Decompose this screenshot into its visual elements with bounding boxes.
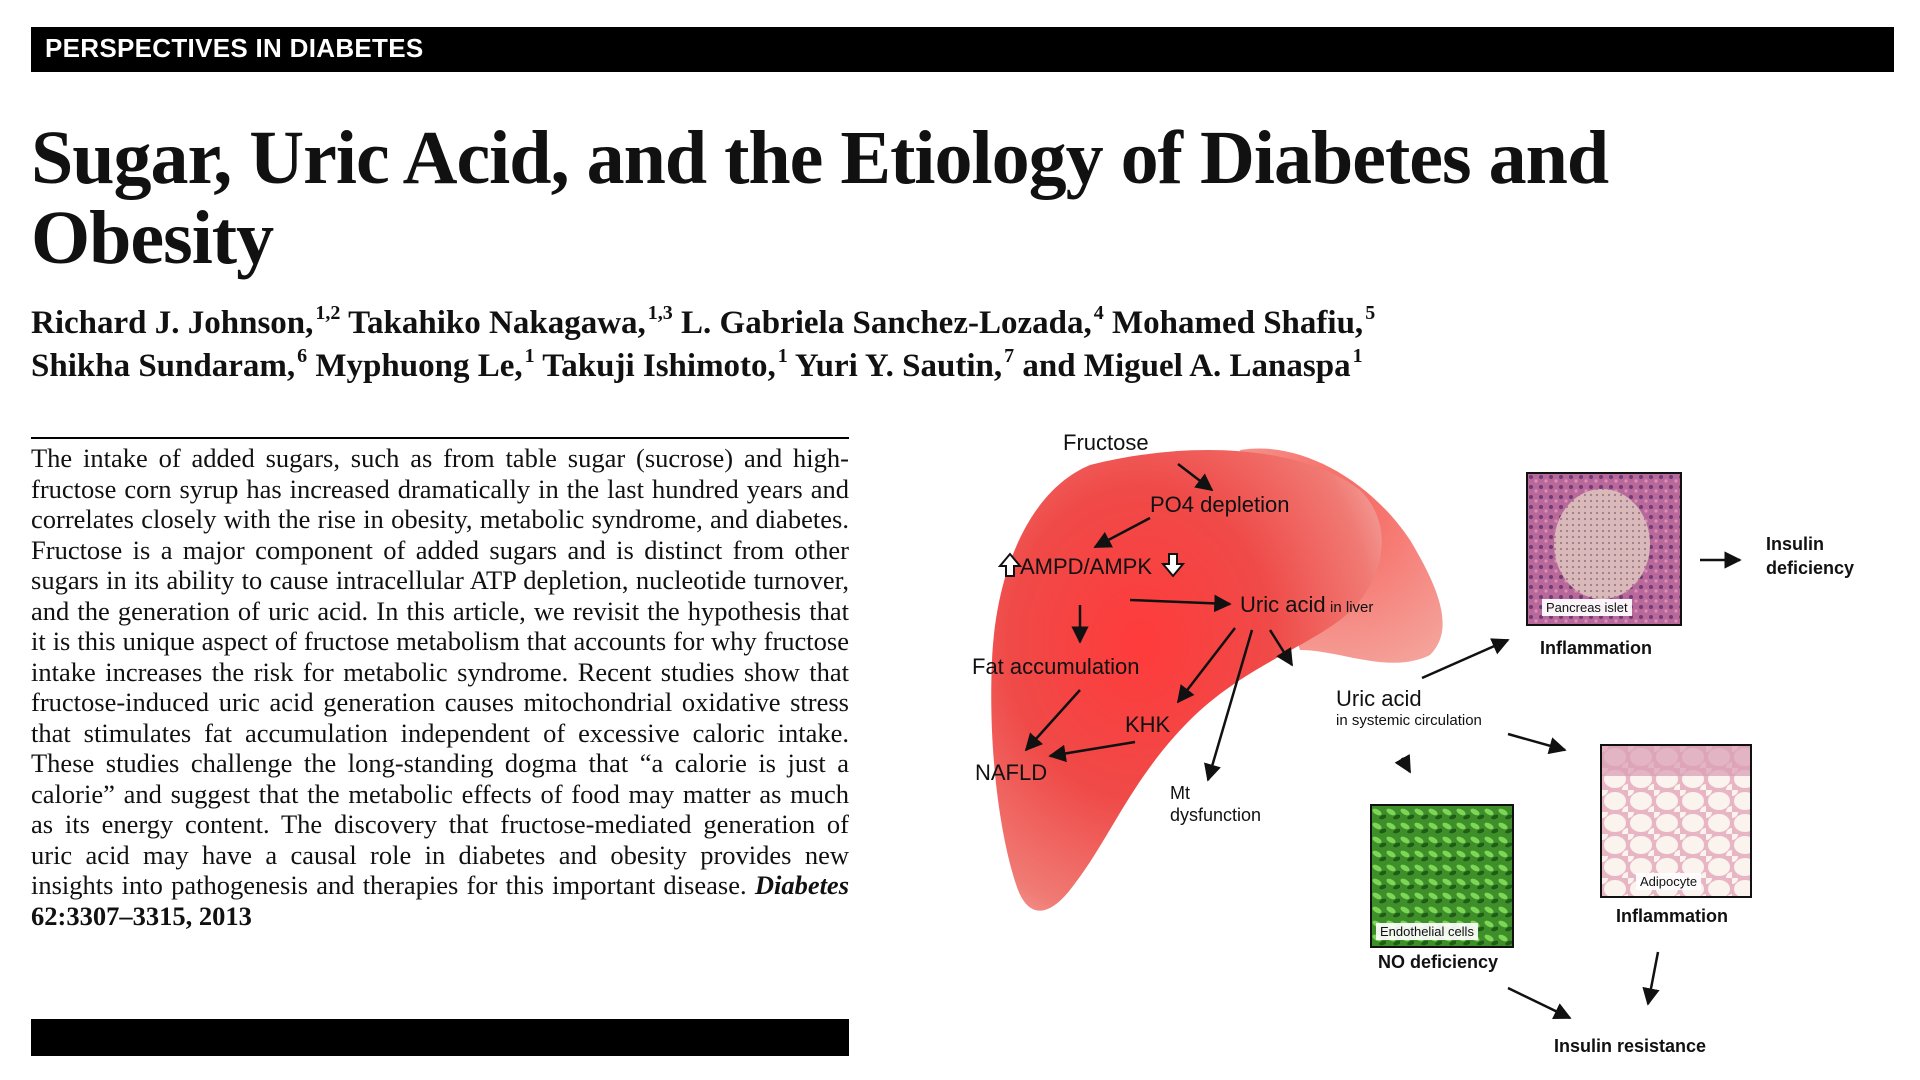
section-header-bar	[31, 27, 1894, 72]
adipocyte-caption: Adipocyte	[1636, 873, 1701, 890]
label-insulin-deficiency: Insulin deficiency	[1766, 534, 1855, 578]
section-label: PERSPECTIVES IN DIABETES	[45, 33, 424, 63]
label-nafld: NAFLD	[975, 760, 1048, 785]
label-adipocyte-inflammation: Inflammation	[1616, 906, 1729, 926]
arrow-systemic-endothelial	[1402, 758, 1410, 772]
label-fructose: Fructose	[1063, 430, 1149, 455]
pancreas-islet-micrograph	[1526, 472, 1682, 626]
label-uric-acid-systemic: Uric acid in systemic circulation	[1336, 686, 1482, 729]
citation: Diabetes 62:3307–3315, 2013	[31, 870, 850, 931]
adipocyte-micrograph	[1600, 744, 1752, 898]
label-no-deficiency: NO deficiency	[1378, 952, 1499, 972]
label-insulin-resistance: Insulin resistance	[1554, 1036, 1707, 1056]
label-fat-accumulation: Fat accumulation	[972, 654, 1140, 679]
arrow-no-insulinres	[1508, 988, 1570, 1018]
endothelial-caption: Endothelial cells	[1376, 923, 1478, 940]
arrow-systemic-adipocyte	[1508, 734, 1565, 750]
author: Takuji Ishimoto, $^1$	[542, 345, 788, 384]
label-pancreas-inflammation: Inflammation	[1540, 638, 1653, 658]
abstract-top-rule	[31, 437, 849, 439]
abstract-bottom-bar	[31, 1019, 849, 1056]
abstract-text: The intake of added sugars, such as from table sugar (sucrose) and high-fructose corn syrup has increased dramatically in the last hundred years and correlates closely with the rise in obesity, metabolic syndrome, and diabetes. Fructose is a major component of added sugars and is distinct from other sugars in its ability to cause intracellular ATP depletion, nucleotide turnover, and the generation of uric acid. In this article, we revisit the hypothesis that it is this unique aspect of fructose metabolism that accounts for why fructose intake increases the risk for metabolic syndrome. Recent studies show that fructose-induced uric acid generation causes mitochondrial oxidative stress that stimulates fat accumulation independent of excessive caloric intake. These studies challenge the long-standing dogma that “a calorie is just a calorie” and suggest that the metabolic effects of food may matter as much as its energy content. The discovery that fructose-mediated generation of uric acid may have a causal role in diabetes and obesity provides new insights into pathogenesis and therapies for this important disease.	[31, 443, 849, 900]
abstract	[31, 443, 849, 931]
author-list	[31, 302, 1911, 388]
pancreas-caption: Pancreas islet	[1542, 599, 1632, 616]
author: Myphuong Le, $^1$	[315, 345, 535, 384]
author: L. Gabriela Sanchez-Lozada, $^4$	[681, 302, 1104, 341]
label-mt-dysfunction: Mt dysfunction	[1170, 783, 1262, 825]
author: Mohamed Shafiu, $^5$	[1111, 302, 1376, 341]
fructose-pathway-figure	[940, 420, 1900, 1070]
liver-shape	[991, 450, 1382, 911]
author: Takahiko Nakagawa, $^{1,3}$	[348, 302, 673, 341]
author: Yuri Y. Sautin, $^7$	[794, 345, 1015, 384]
label-uric-acid-liver: Uric acid in liver	[1240, 592, 1374, 617]
journal-name: Diabetes	[754, 870, 850, 900]
author: and Miguel A. Lanaspa $^1$	[1022, 345, 1363, 384]
endothelial-micrograph	[1370, 804, 1514, 948]
label-khk: KHK	[1125, 712, 1171, 737]
arrow-adipocyte-insulinres	[1648, 952, 1658, 1004]
label-po4-depletion: PO4 depletion	[1150, 492, 1290, 517]
author: Richard J. Johnson, $^{1,2}$	[31, 302, 341, 341]
label-ampd-ampk: AMPD/AMPK	[1020, 554, 1153, 579]
author: Shikha Sundaram, $^6$	[31, 345, 308, 384]
article-title: Sugar, Uric Acid, and the Etiology of Diabetes and Obesity	[31, 116, 1609, 280]
